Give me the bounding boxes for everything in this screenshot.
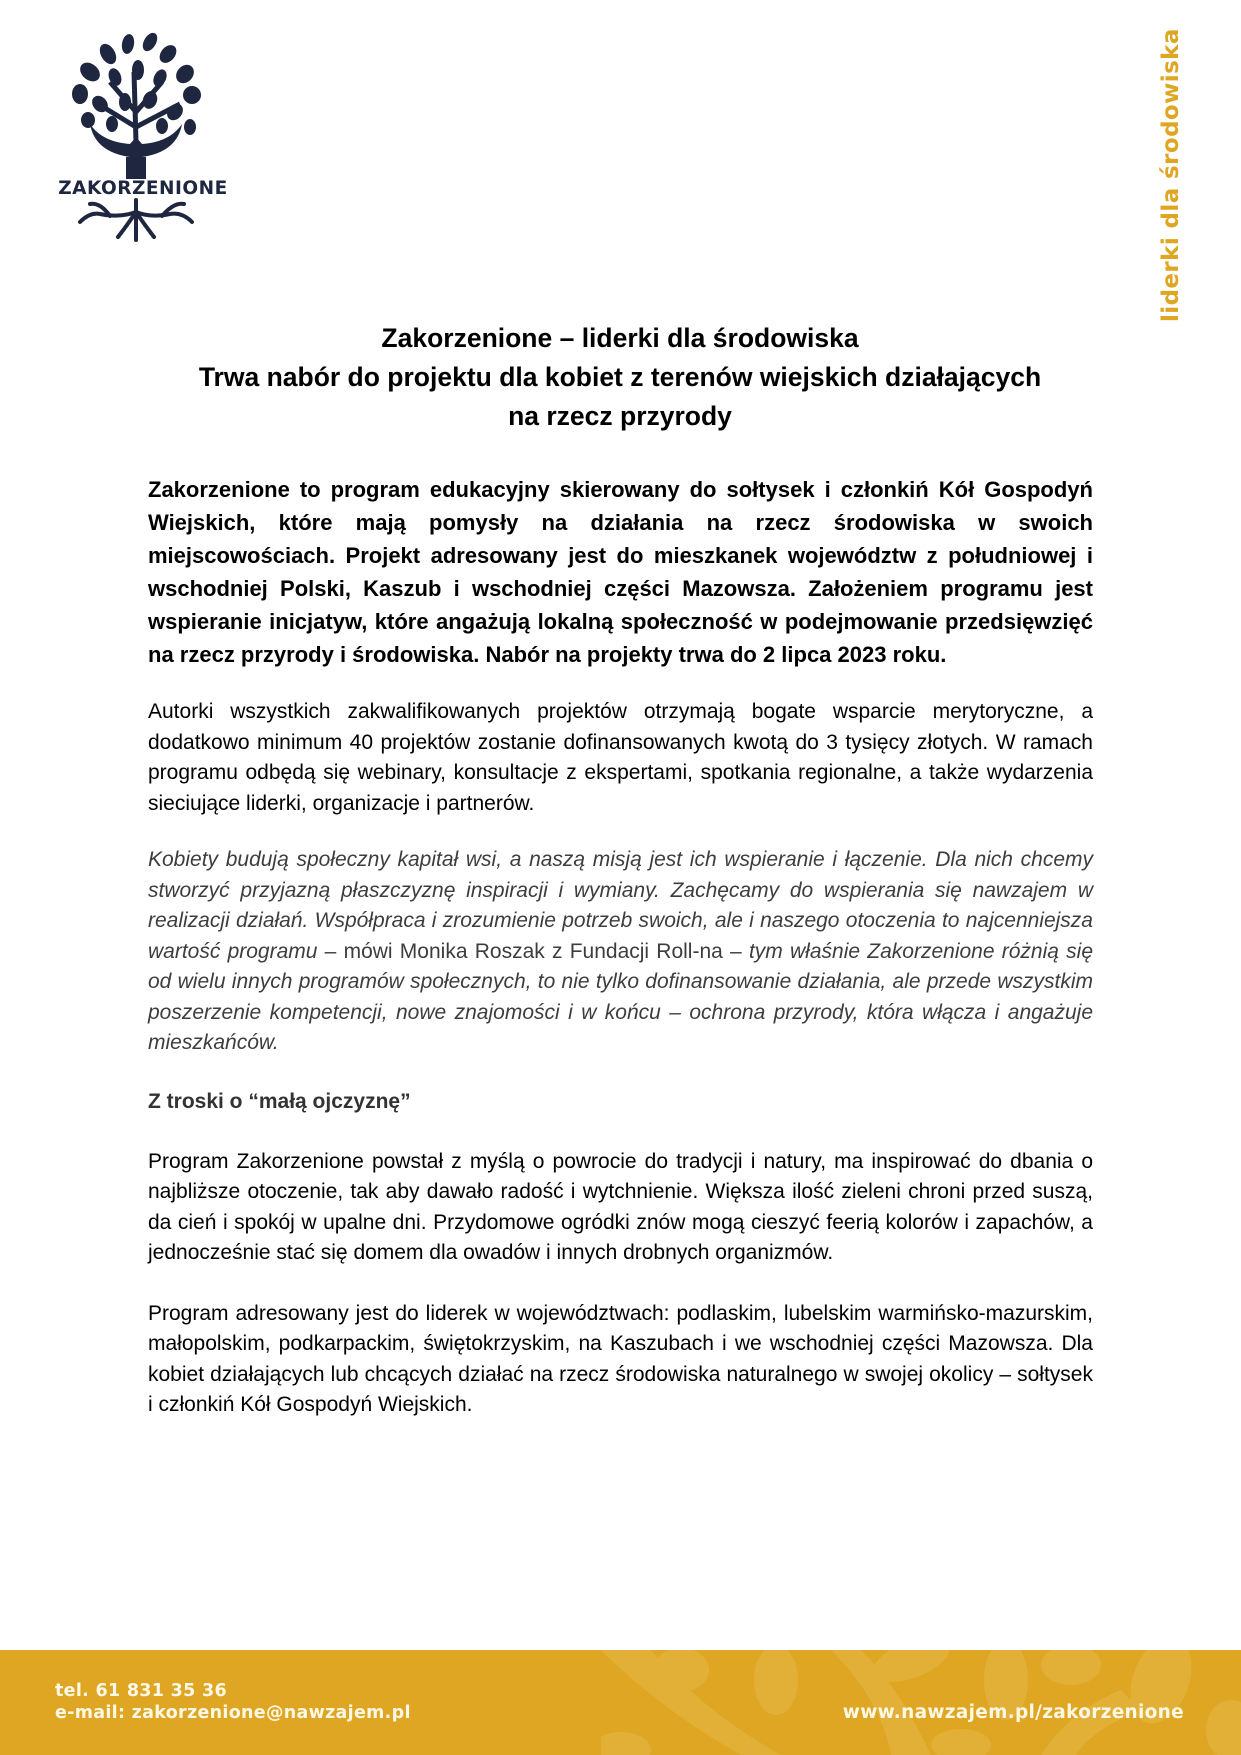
quote-part-2: tym właśnie Zakorzenione różnią się od wielu innych programów społecznych, to nie tylko dofinansowanie działania, ale przede wszystkim poszerzenie kompetencji, nowe znajomości i w końcu – ochrona przyrody, która włącza i angażuje mieszkańców. (148, 939, 1094, 1054)
document-body (148, 473, 1093, 1421)
tree-logo-icon (50, 32, 236, 242)
section-heading: Z troski o “małą ojczyznę” (148, 1089, 411, 1113)
svg-text:ZAKORZENIONE: ZAKORZENIONE (58, 178, 228, 199)
zakorzenione-logo (50, 32, 236, 242)
lead-paragraph: Zakorzenione to program edukacyjny skierowany do sołtysek i członkiń Kół Gospodyń Wiejskich, które mają pomysły na działania na rzecz środowiska w swoich miejscowościach. Projekt adresowany jest do mieszkanek województw z południowej i wschodniej Polski, Kaszub i wschodniej części Mazowsza. Założeniem programu jest wspieranie inicjatyw, które angażują lokalną społeczność w podejmowanie przedsięwzięć na rzecz przyrody i środowiska. Nabór na projekty trwa do 2 lipca 2023 roku. (148, 477, 1093, 667)
program-paragraph: Program Zakorzenione powstał z myślą o powrocie do tradycji i natury, ma inspirować do dbania o najbliższe otoczenie, tak aby dawało radość i wytchnienie. Większa ilość zieleni chroni przed suszą, da cień i spokój w upalne dni. Przydomowe ogródki znów mogą cieszyć feerią kolorów i zapachów, a jednocześnie stać się domem dla owadów i innych drobnych organizmów. (148, 1149, 1093, 1264)
footer-phone: tel. 61 831 35 36 (55, 1681, 227, 1701)
document-title (130, 319, 1110, 436)
footer-email[interactable]: e-mail: zakorzenione@nawzajem.pl (55, 1703, 411, 1723)
support-paragraph: Autorki wszystkich zakwalifikowanych projektów otrzymają bogate wsparcie merytoryczne, a dodatkowo minimum 40 projektów zostanie dofinansowanych kwotą do 3 tysięcy złotych. W ramach programu odbędą się webinary, konsultacje z ekspertami, spotkania regionalne, a także wydarzenia sieciujące liderki, organizacje i partnerów. (148, 700, 1093, 815)
side-tagline-text: liderki dla środowiska (1158, 28, 1184, 322)
quote-paragraph (148, 845, 1093, 1059)
quote-attribution: – mówi Monika Roszak z Fundacji Roll-na – (317, 939, 749, 963)
footer-bar (0, 1650, 1241, 1755)
quote-part-1: Kobiety budują społeczny kapitał wsi, a naszą misją jest ich wspieranie i łączenie. Dla nich chcemy stworzyć przyjazną płaszczyznę inspiracji i wymiany. Zachęcamy do wspierania się nawzajem w realizacji działań. Współpraca i zrozumienie potrzeb swoich, ale i naszego otoczenia to najcenniejsza wartość programu (148, 848, 1093, 963)
title-line-2: Trwa nabór do projektu dla kobiet z terenów wiejskich działających (198, 362, 1042, 392)
title-line-3: na rzecz przyrody (508, 401, 732, 431)
side-tagline (1152, 30, 1192, 330)
footer-website-link[interactable]: www.nawzajem.pl/zakorzenione (842, 1702, 1184, 1723)
footer-contact (55, 1680, 411, 1724)
title-line-1: Zakorzenione – liderki dla środowiska (381, 323, 859, 353)
regions-paragraph: Program adresowany jest do liderek w województwach: podlaskim, lubelskim warmińsko-mazurskim, małopolskim, podkarpackim, świętokrzyskim, na Kaszubach i we wschodniej części Mazowsza. Dla kobiet działających lub chcących działać na rzecz środowiska naturalnego w swojej okolicy – sołtysek i członkiń Kół Gospodyń Wiejskich. (148, 1301, 1093, 1416)
